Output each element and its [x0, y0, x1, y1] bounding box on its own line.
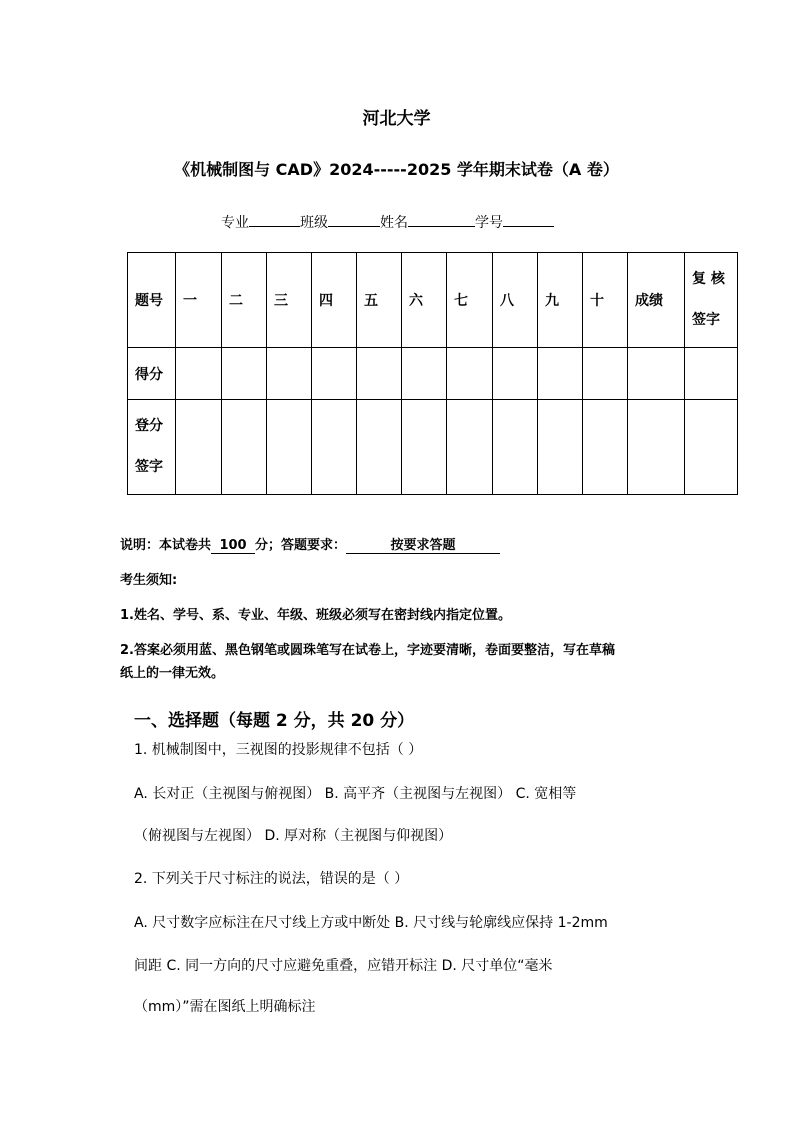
major-blank[interactable]: [249, 212, 300, 227]
signature-cell[interactable]: [312, 400, 357, 495]
column-header: 二: [222, 253, 267, 348]
student-info-line: [221, 212, 554, 232]
column-header: 十: [583, 253, 628, 348]
signature-cell[interactable]: [267, 400, 312, 495]
score-cell-total[interactable]: [628, 348, 685, 400]
question-1-stem: 1. 机械制图中，三视图的投影规律不包括（ ）: [134, 742, 423, 758]
column-header: 六: [402, 253, 447, 348]
score-cell[interactable]: [583, 348, 628, 400]
major-label: 专业: [221, 215, 249, 231]
class-blank[interactable]: [328, 212, 380, 227]
table-row-question-numbers: [128, 253, 738, 348]
signature-cell[interactable]: [538, 400, 583, 495]
row-header-score: 得分: [128, 348, 176, 400]
student-id-label: 学号: [475, 215, 503, 231]
rule-2-line2: 纸上的一律无效。: [120, 666, 225, 681]
review-label-line1: 复 核: [692, 271, 725, 287]
question-2-options-line2: 间距 C. 同一方向的尺寸应避免重叠，应错开标注 D. 尺寸单位“毫米: [134, 958, 553, 974]
name-blank[interactable]: [408, 212, 475, 227]
signature-cell[interactable]: [685, 400, 738, 495]
score-cell[interactable]: [402, 348, 447, 400]
answer-requirement: 按要求答题: [346, 534, 500, 554]
score-cell[interactable]: [538, 348, 583, 400]
signature-cell[interactable]: [222, 400, 267, 495]
score-cell[interactable]: [447, 348, 493, 400]
signature-cell[interactable]: [583, 400, 628, 495]
table-row-signature: [128, 400, 738, 495]
signature-cell[interactable]: [176, 400, 222, 495]
row-header-signature-line1: 登分: [135, 418, 163, 434]
score-cell-review[interactable]: [685, 348, 738, 400]
rule-1: 1.姓名、学号、系、专业、年级、班级必须写在密封线内指定位置。: [120, 608, 511, 623]
column-header: 九: [538, 253, 583, 348]
column-header: 八: [493, 253, 538, 348]
row-header-question-no: 题号: [128, 253, 176, 348]
score-cell[interactable]: [357, 348, 402, 400]
column-header-review: [685, 253, 738, 348]
total-score-value: 100: [211, 538, 255, 554]
signature-cell[interactable]: [447, 400, 493, 495]
score-cell[interactable]: [312, 348, 357, 400]
column-header: 七: [447, 253, 493, 348]
question-2-stem: 2. 下列关于尺寸标注的说法，错误的是（ ）: [134, 871, 409, 887]
column-header: 一: [176, 253, 222, 348]
question-2-options-line1: A. 尺寸数字应标注在尺寸线上方或中断处 B. 尺寸线与轮廓线应保持 1-2mm: [134, 915, 608, 931]
question-1-options-line1: A. 长对正（主视图与俯视图） B. 高平齐（主视图与左视图） C. 宽相等: [134, 786, 577, 802]
exam-title: 《机械制图与 CAD》2024-----2025 学年期末试卷（A 卷）: [174, 160, 619, 179]
score-cell[interactable]: [267, 348, 312, 400]
column-header: 三: [267, 253, 312, 348]
signature-cell[interactable]: [402, 400, 447, 495]
explanation-prefix: 说明：本试卷共: [120, 538, 212, 553]
score-cell[interactable]: [493, 348, 538, 400]
table-row-score: [128, 348, 738, 400]
signature-cell[interactable]: [628, 400, 685, 495]
question-2-options-line3: （mm）”需在图纸上明确标注: [134, 999, 316, 1015]
student-id-blank[interactable]: [503, 212, 554, 227]
score-cell[interactable]: [176, 348, 222, 400]
section-title: 一、选择题（每题 2 分，共 20 分）: [134, 711, 415, 731]
candidate-notice-heading: 考生须知:: [120, 573, 178, 588]
signature-cell[interactable]: [357, 400, 402, 495]
row-header-signature-line2: 签字: [135, 459, 163, 475]
class-label: 班级: [300, 215, 328, 231]
score-cell[interactable]: [222, 348, 267, 400]
rule-2-line1: 2.答案必须用蓝、黑色钢笔或圆珠笔写在试卷上，字迹要清晰，卷面要整洁，写在草稿: [120, 643, 615, 658]
column-header-total: 成绩: [628, 253, 685, 348]
question-1-options-line2: （俯视图与左视图） D. 厚对称（主视图与仰视图）: [134, 828, 453, 844]
score-table: [127, 252, 738, 495]
explanation-mid: 分；答题要求：: [255, 538, 347, 553]
column-header: 四: [312, 253, 357, 348]
signature-cell[interactable]: [493, 400, 538, 495]
row-header-signature: [128, 400, 176, 495]
name-label: 姓名: [380, 215, 408, 231]
university-name: 河北大学: [362, 109, 431, 129]
exam-explanation: [120, 534, 500, 554]
column-header: 五: [357, 253, 402, 348]
review-label-line2: 签字: [692, 312, 720, 328]
